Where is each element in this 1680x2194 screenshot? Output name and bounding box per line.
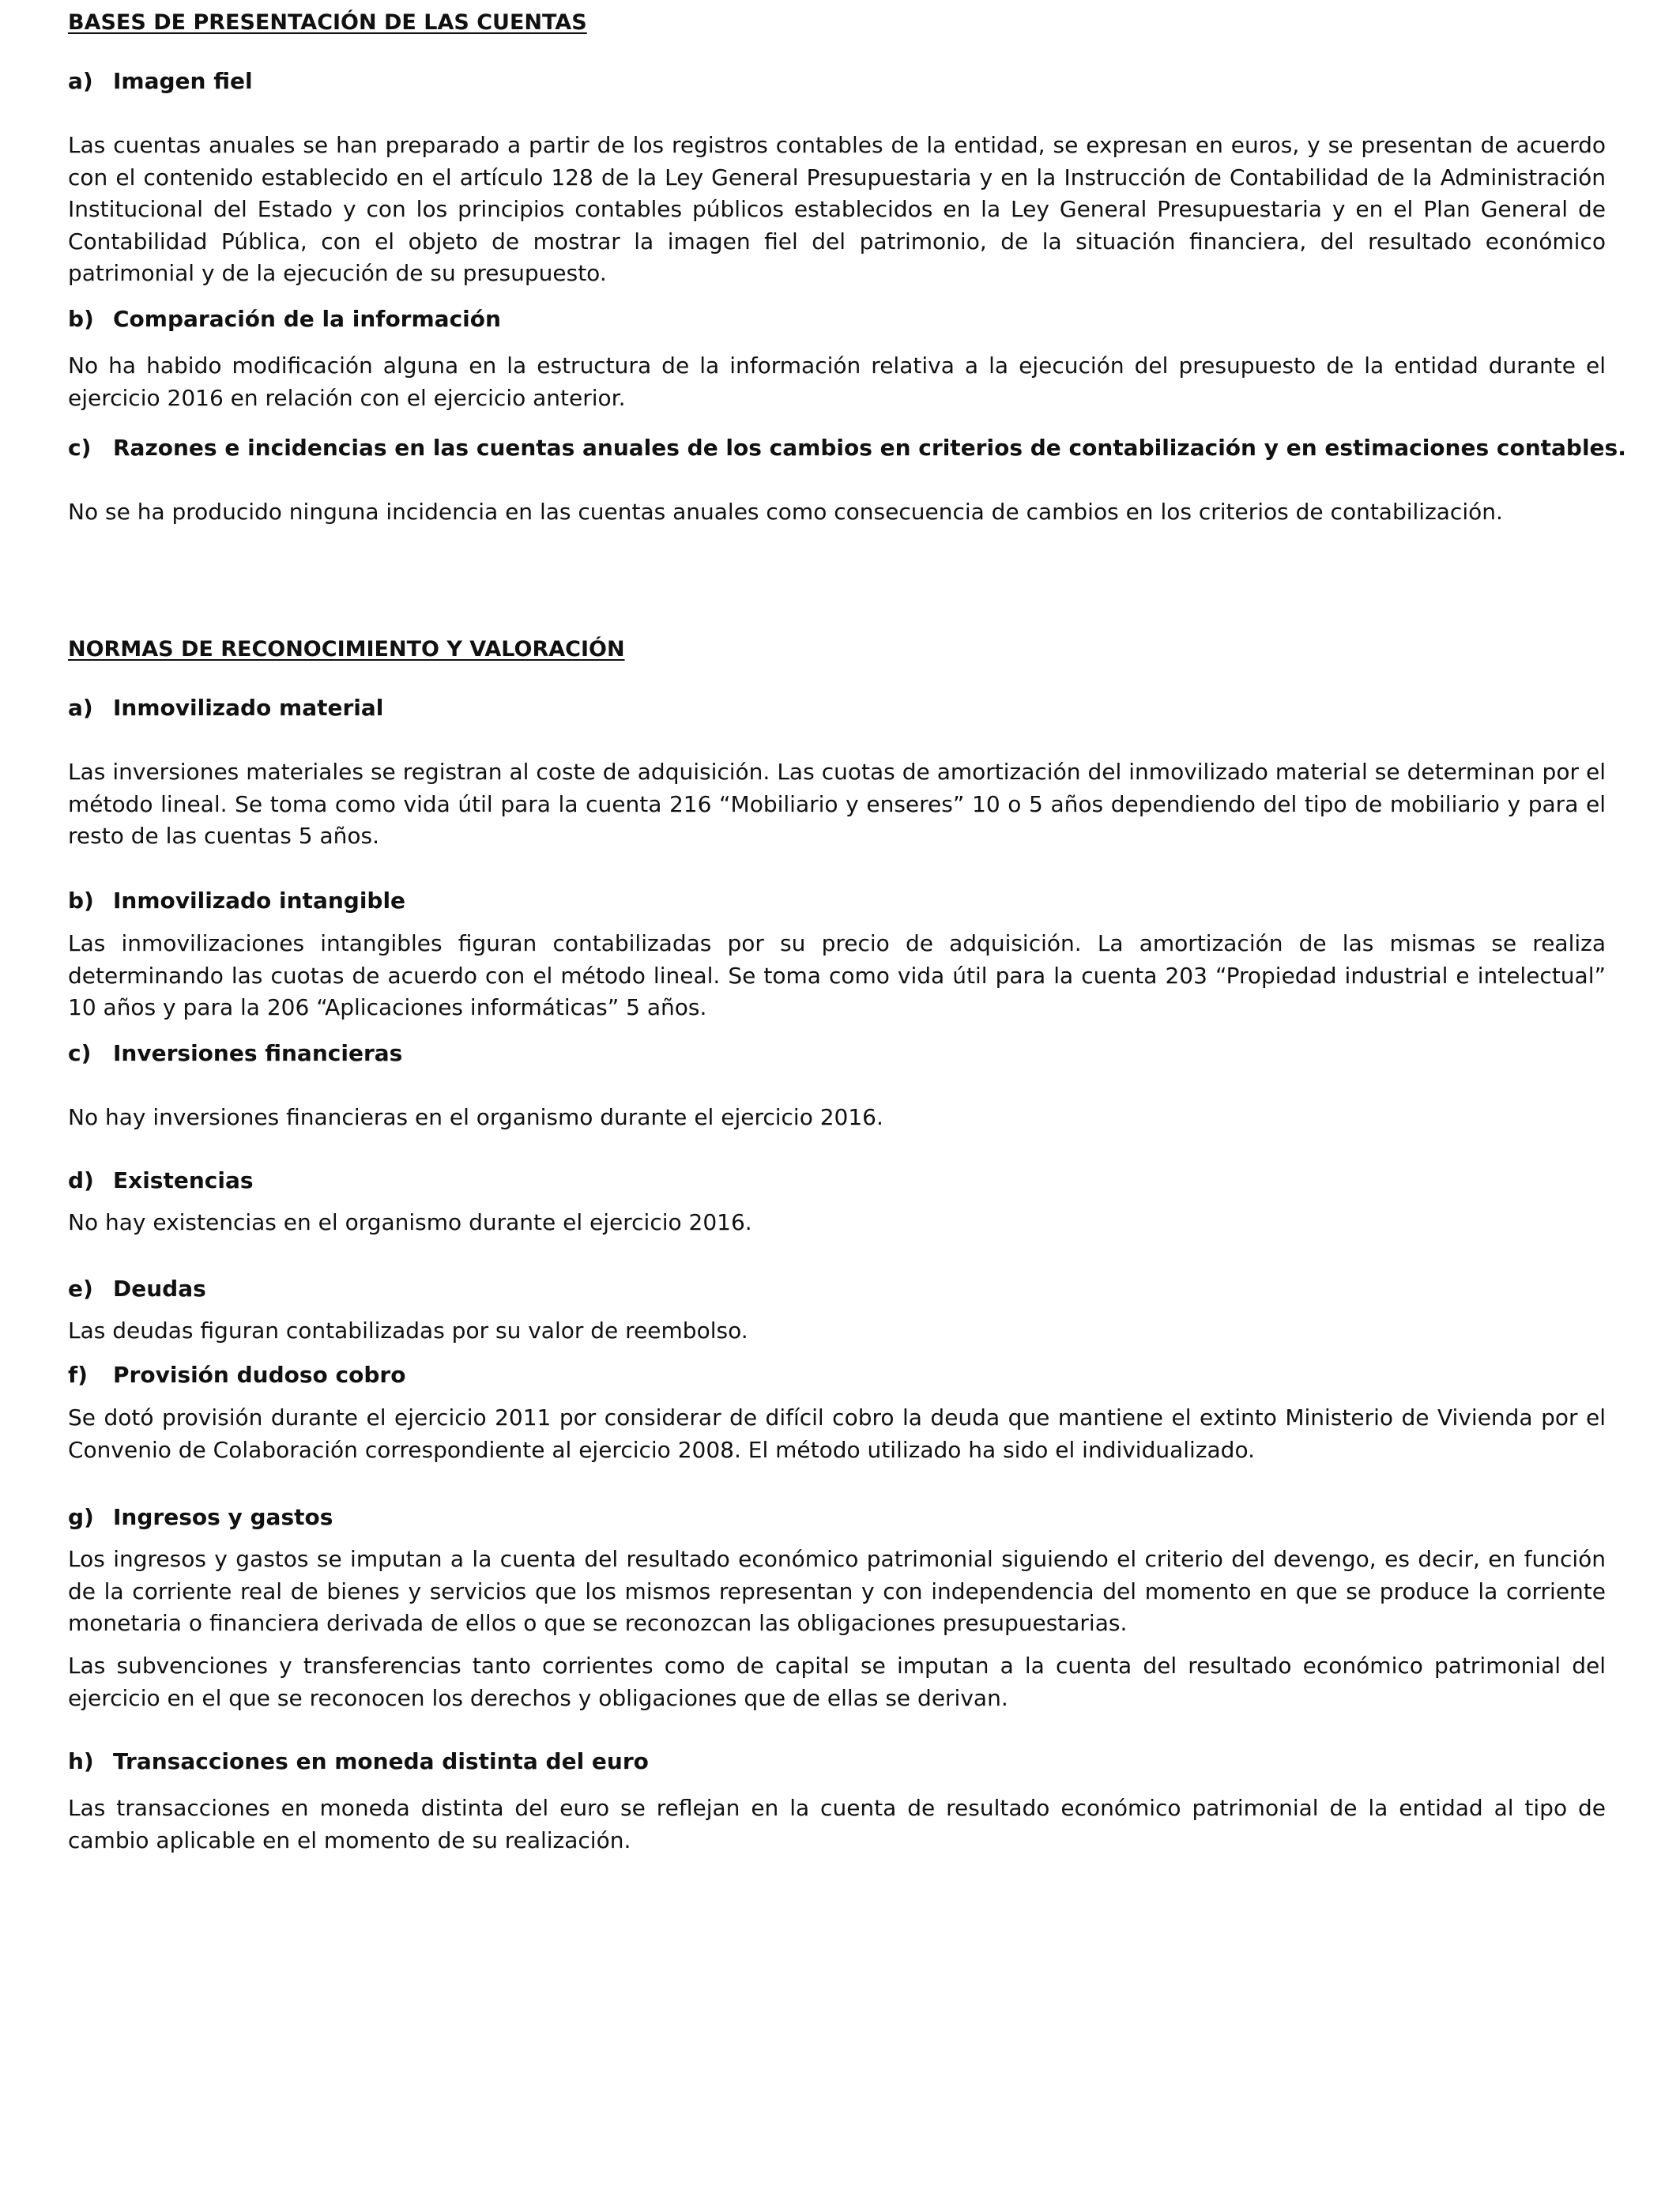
paragraph-inversiones-financieras: No hay inversiones financieras en el organismo durante el ejercicio 2016. [68, 1104, 883, 1130]
item-heading: Deudas [113, 1276, 206, 1302]
item-marker: h) [68, 1748, 94, 1774]
heading-existencias [68, 1165, 254, 1197]
item-marker: d) [68, 1167, 94, 1193]
item-heading: Imagen fiel [113, 68, 253, 94]
item-heading: Inmovilizado intangible [113, 888, 406, 914]
paragraph-ingresos-gastos-1: Los ingresos y gastos se imputan a la cuenta del resultado económico patrimonial siguiendo el criterio del devengo, es decir, en función de la corriente real de bienes y servicios que los mismos representan y con independencia del momento en que se produce la corriente monetaria o financiera derivada de ellos o que se reconozcan las obligaciones presupuestarias. [68, 1546, 1606, 1636]
paragraph-imagen-fiel: Las cuentas anuales se han preparado a partir de los registros contables de la entidad, se expresan en euros, y se presentan de acuerdo con el contenido establecido en el artículo 128 de la Ley General Presupuestaria y en la Instrucción de Contabilidad de la Administración Institucional del Estado y con los principios contables públicos establecidos en la Ley General Presupuestaria y en el Plan General de Contabilidad Pública, con el objeto de mostrar la imagen fiel del patrimonio, de la situación financiera, del resultado económico patrimonial y de la ejecución de su presupuesto. [68, 132, 1606, 286]
item-heading: Inversiones financieras [113, 1040, 403, 1066]
paragraph-inmovilizado-material: Las inversiones materiales se registran al coste de adquisición. Las cuotas de amortización del inmovilizado material se determinan por el método lineal. Se toma como vida útil para la cuenta 216 “Mobiliario y enseres” 10 o 5 años dependiendo del tipo de mobiliario y para el resto de las cuentas 5 años. [68, 759, 1606, 849]
item-marker: b) [68, 306, 94, 332]
paragraph-existencias: No hay existencias en el organismo durante el ejercicio 2016. [68, 1209, 752, 1235]
heading-ingresos-gastos [68, 1502, 333, 1533]
heading-comparacion [68, 303, 501, 335]
item-marker: a) [68, 695, 93, 721]
item-marker: g) [68, 1504, 94, 1530]
item-heading: Ingresos y gastos [113, 1504, 333, 1530]
heading-inversiones-financieras [68, 1038, 402, 1069]
heading-imagen-fiel [68, 66, 253, 97]
heading-transacciones-moneda [68, 1746, 649, 1777]
heading-provision-dudoso-cobro [68, 1359, 405, 1391]
section-title-bases: BASES DE PRESENTACIÓN DE LAS CUENTAS [68, 10, 587, 35]
item-marker: e) [68, 1276, 93, 1302]
item-heading: Transacciones en moneda distinta del euro [113, 1748, 649, 1774]
item-heading: Comparación de la información [113, 306, 501, 332]
item-marker: b) [68, 888, 94, 914]
item-heading: Existencias [113, 1167, 254, 1193]
heading-inmovilizado-material [68, 692, 383, 724]
paragraph-ingresos-gastos-2: Las subvenciones y transferencias tanto corrientes como de capital se imputan a la cuenta del resultado económico patrimonial del ejercicio en el que se reconocen los derechos y obligaciones que de ellas se derivan. [68, 1653, 1606, 1711]
heading-razones-incidencias [68, 432, 1626, 464]
paragraph-inmovilizado-intangible: Las inmovilizaciones intangibles figuran contabilizadas por su precio de adquisición. La amortización de las mismas se realiza determinando las cuotas de acuerdo con el método lineal. Se toma como vida útil para la cuenta 203 “Propiedad industrial e intelectual” 10 años y para la 206 “Aplicaciones informáticas” 5 años. [68, 930, 1606, 1020]
paragraph-transacciones-moneda: Las transacciones en moneda distinta del euro se reflejan en la cuenta de resultado económico patrimonial de la entidad al tipo de cambio aplicable en el momento de su realización. [68, 1795, 1606, 1853]
paragraph-razones-incidencias: No se ha producido ninguna incidencia en las cuentas anuales como consecuencia de cambios en los criterios de contabilización. [68, 499, 1503, 525]
item-marker: f) [68, 1362, 88, 1388]
paragraph-provision-dudoso-cobro: Se dotó provisión durante el ejercicio 2011 por considerar de difícil cobro la deuda que mantiene el extinto Ministerio de Vivienda por el Convenio de Colaboración correspondiente al ejercicio 2008. El método utilizado ha sido el individualizado. [68, 1404, 1606, 1463]
section-title-normas: NORMAS DE RECONOCIMIENTO Y VALORACIÓN [68, 637, 625, 662]
item-heading: Inmovilizado material [113, 695, 384, 721]
item-marker: c) [68, 435, 92, 461]
item-marker: c) [68, 1040, 92, 1066]
item-heading: Provisión dudoso cobro [113, 1362, 406, 1388]
paragraph-comparacion: No ha habido modificación alguna en la estructura de la información relativa a la ejecución del presupuesto de la entidad durante el ejercicio 2016 en relación con el ejercicio anterior. [68, 352, 1606, 411]
heading-inmovilizado-intangible [68, 885, 405, 917]
item-heading: Razones e incidencias en las cuentas anuales de los cambios en criterios de contabilización y en estimaciones contables. [113, 435, 1626, 461]
item-marker: a) [68, 68, 93, 94]
paragraph-deudas: Las deudas figuran contabilizadas por su valor de reembolso. [68, 1318, 748, 1344]
heading-deudas [68, 1273, 206, 1305]
